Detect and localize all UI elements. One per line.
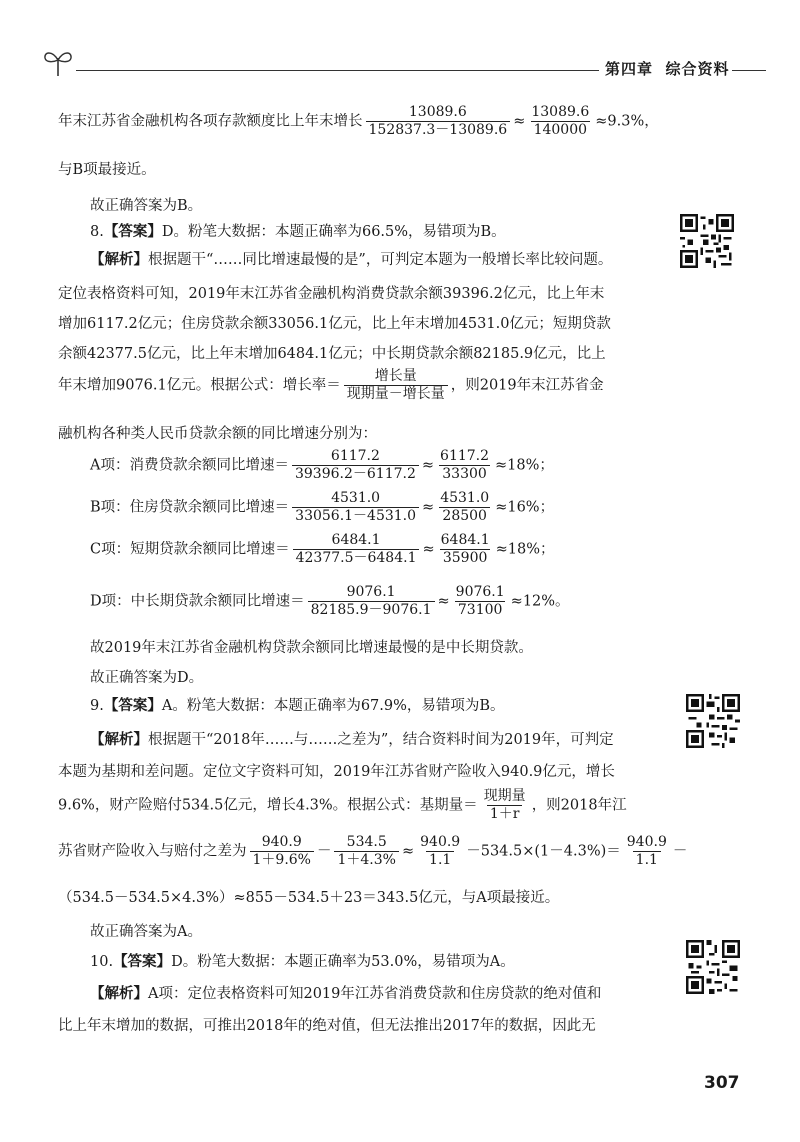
fraction: $\frac{6484.1}{42377.5-6484.1}$ (293, 532, 420, 567)
fraction: $\frac{\text{现期量}}{1+r}$ (483, 788, 526, 822)
answer-header: 9.【答案】A。粉笔大数据：本题正确率为67.9%，易错项为B。 (90, 697, 505, 714)
header-rule-left (76, 70, 621, 71)
text-line: 融机构各种类人民币贷款余额的同比增速分别为： (58, 426, 377, 442)
fraction: $\frac{13089.6}{140000}$ (531, 104, 590, 138)
fraction: $\frac{9076.1}{82185.9-9076.1}$ (308, 584, 435, 619)
formula-line: A项：消费贷款余额同比增速＝ $\frac{6117.2}{39396.2-6117.2}$ ≈ $\frac{6117.2}{33300}$ ≈18%； (90, 448, 554, 482)
fraction: $\frac{6117.2}{33300}$ (440, 448, 490, 482)
chapter-title: 第四章 综合资料 (599, 58, 735, 79)
qr-code-icon[interactable] (686, 694, 740, 748)
fraction: $\frac{9076.1}{73100}$ (455, 584, 505, 618)
qr-code-icon[interactable] (686, 940, 740, 994)
analysis-line: 【解析】A项：定位表格资料可知2019年江苏省消费贷款和住房贷款的绝对值和 (90, 985, 602, 1002)
header-rule-right (732, 70, 766, 71)
text-line: 本题为基期和差问题。定位文字资料可知，2019年江苏省财产险收入940.9亿元，增长 (58, 764, 615, 780)
text-line: 故2019年末江苏省金融机构贷款余额同比增速最慢的是中长期贷款。 (90, 640, 533, 656)
answer-header: 10.【答案】D。粉笔大数据：本题正确率为53.0%，易错项为A。 (90, 953, 515, 970)
fraction: $\frac{4531.0}{33056.1-4531.0}$ (292, 490, 419, 525)
fraction: $\frac{534.5}{1+4.3\%}$ (334, 834, 398, 869)
analysis-line: 【解析】根据题干“2018年……与……之差为”，结合资料时间为2019年，可判定 (90, 731, 614, 748)
fraction: $\frac{940.9}{1+9.6\%}$ (250, 834, 314, 869)
fraction: $\frac{\text{增长量}}{\text{现期量－增长量}}$ (344, 368, 448, 403)
text-line: 年末江苏省金融机构各项存款额度比上年末增长 $\frac{13089.6}{152837.3-13089.6}$ ≈ $\frac{13089.6}{140000}$ ≈9.3%， (58, 104, 659, 138)
sprout-icon (42, 46, 74, 78)
text-line: 与B项最接近。 (58, 162, 156, 178)
fraction: $\frac{6484.1}{35900}$ (440, 532, 490, 566)
formula-line: C项：短期贷款余额同比增速＝ $\frac{6484.1}{42377.5-6484.1}$ ≈ $\frac{6484.1}{35900}$ ≈18%； (90, 532, 555, 566)
qr-code-icon[interactable] (680, 214, 734, 268)
answer-header: 8.【答案】D。粉笔大数据：本题正确率为66.5%，易错项为B。 (90, 223, 506, 240)
fraction: $\frac{4531.0}{28500}$ (440, 490, 490, 524)
text-line: 余额42377.5亿元，比上年末增加6484.1亿元；中长期贷款余额82185.9亿元，比上 (58, 346, 606, 362)
text-line: （534.5－534.5×4.3%）≈855－534.5＋23＝343.5亿元，与A项最接近。 (58, 890, 560, 906)
fraction: $\frac{940.9}{1.1}$ (420, 834, 461, 868)
analysis-line: 【解析】根据题干“……同比增速最慢的是”，可判定本题为一般增长率比较问题。 (90, 251, 613, 268)
text-line: 9.6%，财产险赔付534.5亿元，增长4.3%。根据公式：基期量＝ $\frac{\text{现期量}}{1+r}$ ，则2018年江 (58, 788, 627, 822)
fraction: $\frac{6117.2}{39396.2-6117.2}$ (292, 448, 419, 483)
page-number: 307 (704, 1073, 740, 1093)
fraction: $\frac{13089.6}{152837.3-13089.6}$ (366, 104, 511, 139)
formula-line: B项：住房贷款余额同比增速＝ $\frac{4531.0}{33056.1-4531.0}$ ≈ $\frac{4531.0}{28500}$ ≈16%； (90, 490, 555, 524)
fraction: $\frac{940.9}{1.1}$ (626, 834, 667, 868)
page-header (42, 46, 766, 82)
text-line: 比上年末增加的数据，可推出2018年的绝对值，但无法推出2017年的数据，因此无 (58, 1018, 596, 1034)
formula-line: D项：中长期贷款余额同比增速＝ $\frac{9076.1}{82185.9-9076.1}$ ≈ $\frac{9076.1}{73100}$ ≈12%。 (90, 584, 570, 618)
answer-line: 故正确答案为D。 (90, 670, 204, 686)
answer-line: 故正确答案为A。 (90, 924, 202, 940)
answer-line: 故正确答案为B。 (90, 198, 203, 214)
formula-line: 苏省财产险收入与赔付之差为 $\frac{940.9}{1+9.6\%}$ － $\frac{534.5}{1+4.3\%}$ ≈ $\frac{940.9}{1.1}$ －534.5×(1－4.3%)＝ $\frac{940.9}{1.1}$ － (58, 834, 688, 868)
text-line: 定位表格资料可知，2019年末江苏省金融机构消费贷款余额39396.2亿元，比上年末 (58, 286, 605, 302)
text-line: 年末增加9076.1亿元。根据公式：增长率＝ $\frac{\text{增长量}}{\text{现期量－增长量}}$ ，则2019年末江苏省金 (58, 368, 604, 402)
text-line: 增加6117.2亿元；住房贷款余额33056.1亿元，比上年末增加4531.0亿元；短期贷款 (58, 316, 611, 332)
